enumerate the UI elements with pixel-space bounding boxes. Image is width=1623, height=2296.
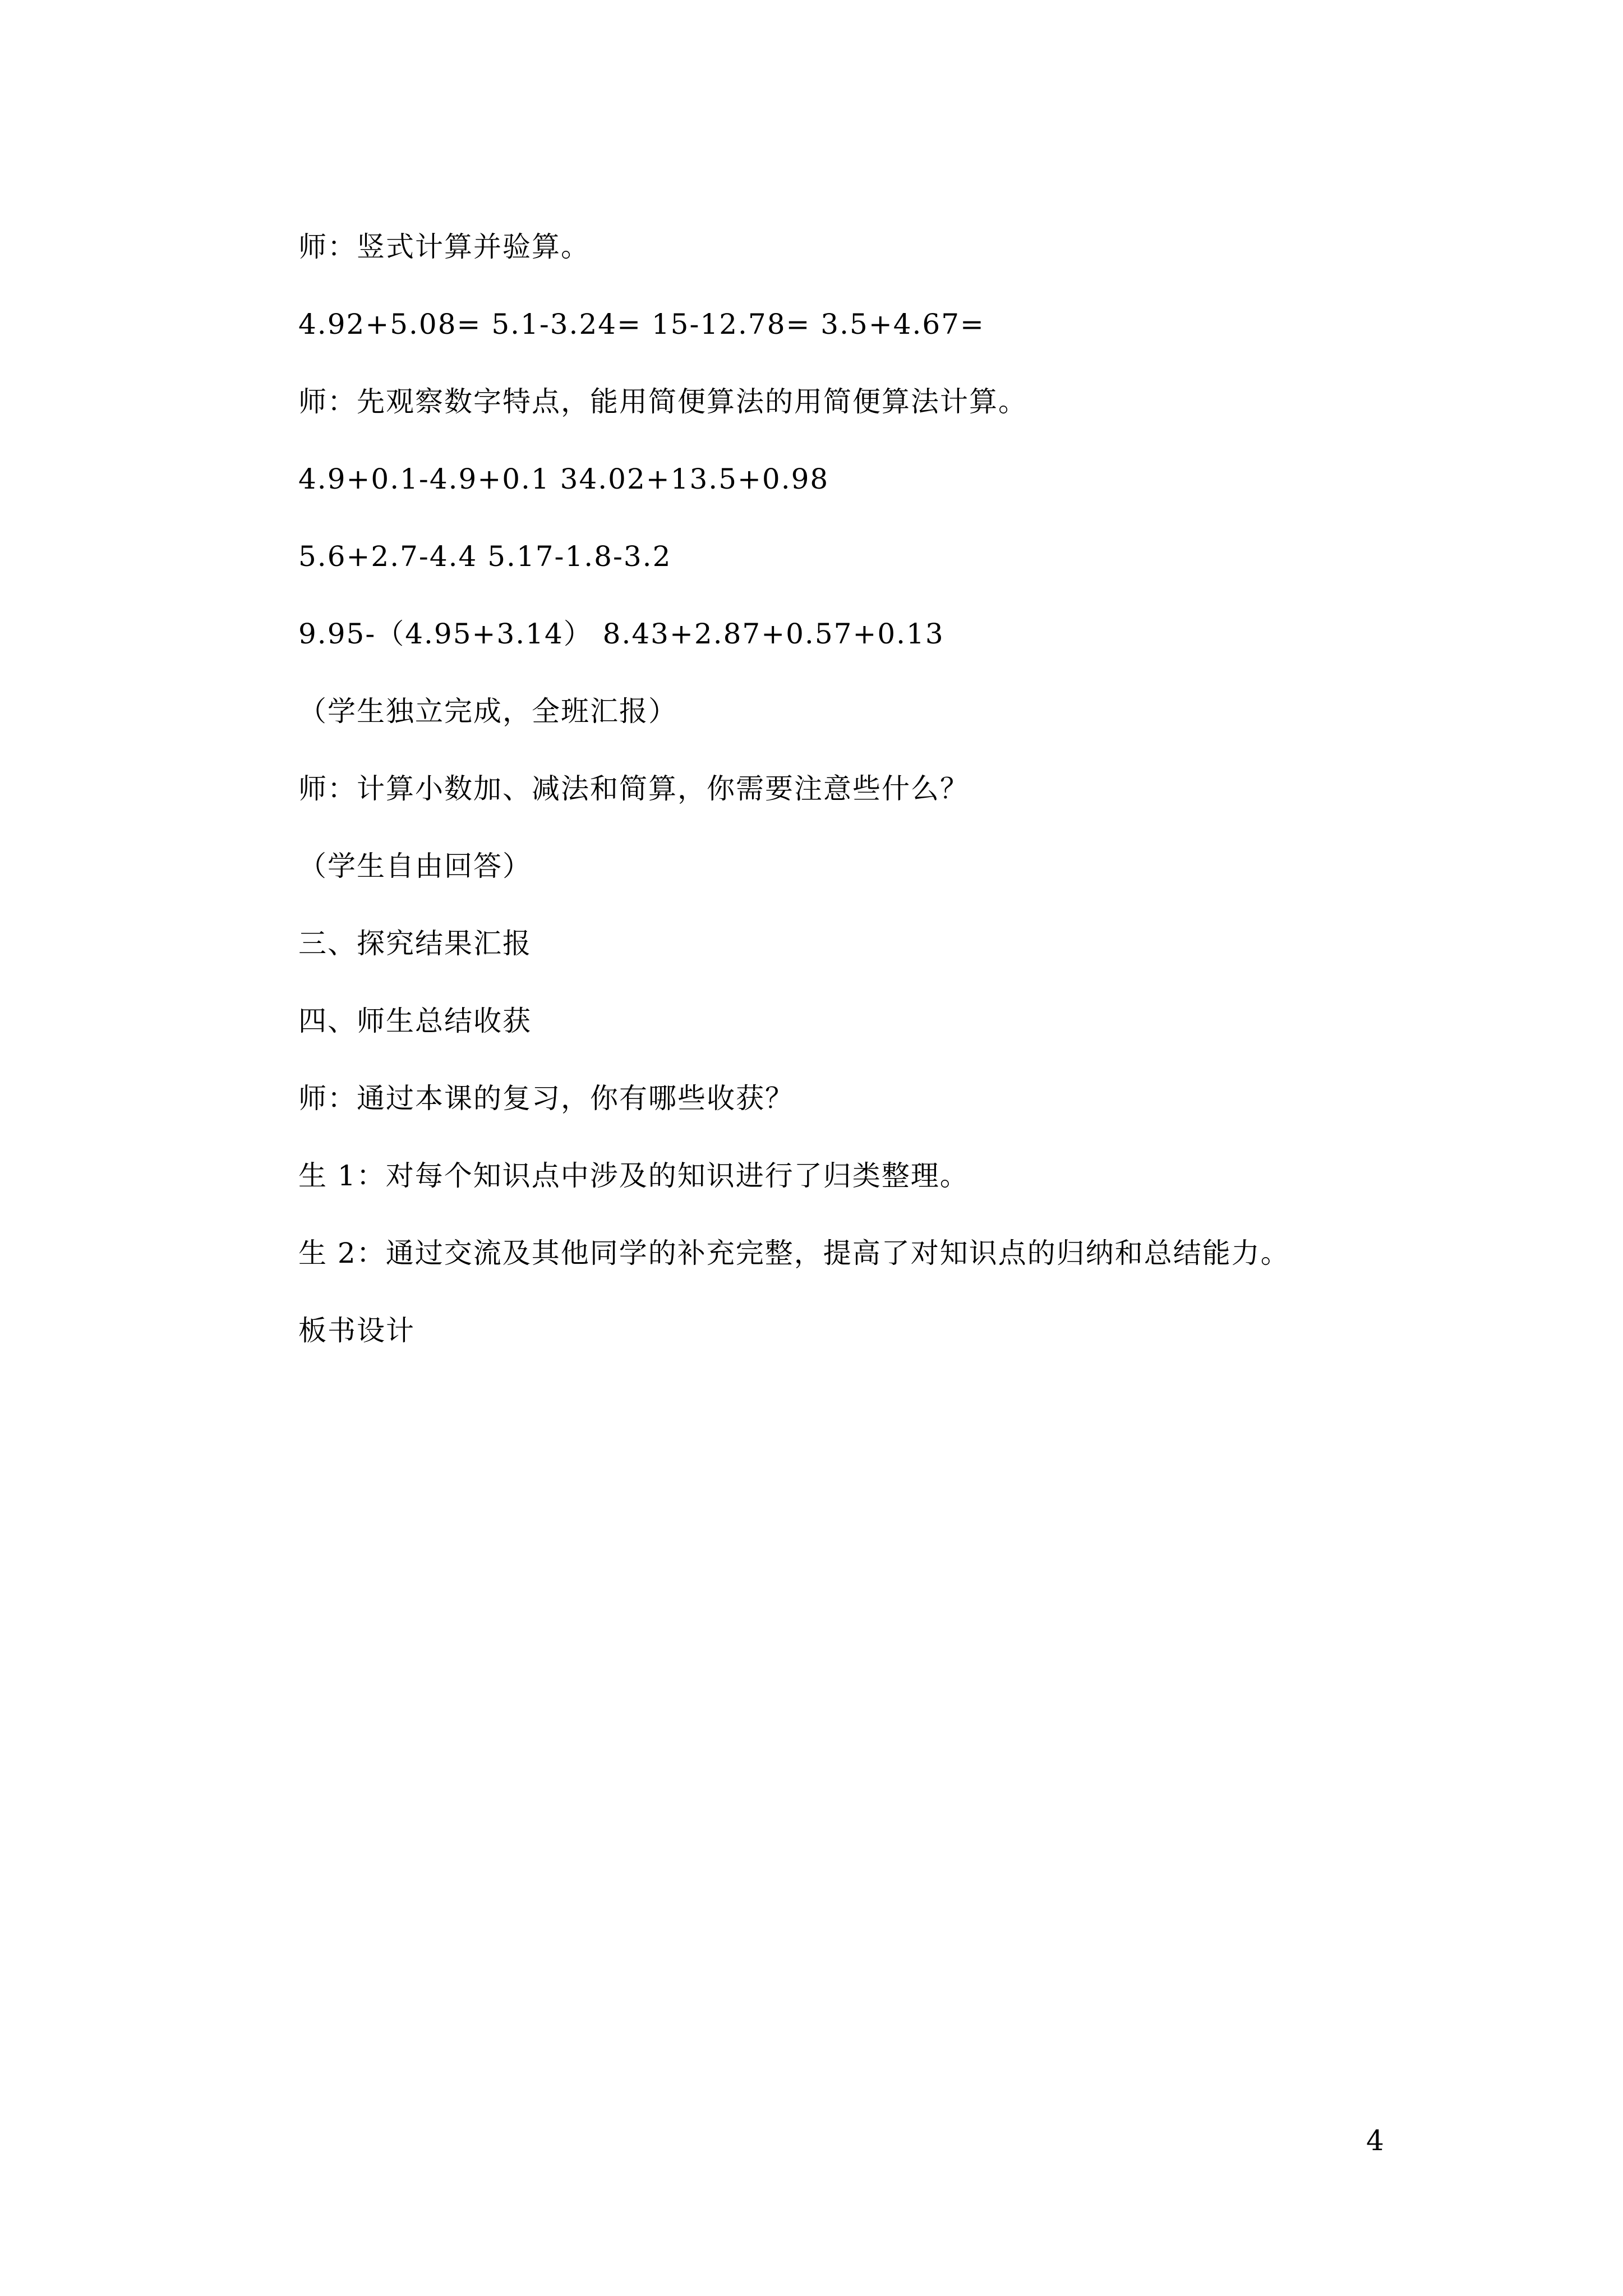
section-heading-3: 三、探究结果汇报	[298, 927, 532, 960]
student-answer-note: （学生自由回答）	[298, 850, 532, 882]
student-answer-2: 生 2：通过交流及其他同学的补充完整，提高了对知识点的归纳和总结能力。	[298, 1237, 1290, 1269]
section-heading-4: 四、师生总结收获	[298, 1005, 532, 1037]
exercise-line-1: 4.92+5.08= 5.1-3.24= 15-12.78= 3.5+4.67=	[298, 308, 985, 341]
exercise-line-2: 4.9+0.1-4.9+0.1 34.02+13.5+0.98	[298, 463, 829, 495]
page-number: 4	[1366, 2124, 1384, 2157]
teacher-instruction-simplify: 师：先观察数字特点，能用简便算法的用简便算法计算。	[298, 385, 1027, 418]
exercise-line-3: 5.6+2.7-4.4 5.17-1.8-3.2	[298, 540, 672, 573]
student-activity-note: （学生独立完成，全班汇报）	[298, 695, 677, 728]
board-design-heading: 板书设计	[298, 1314, 415, 1347]
teacher-question-attention: 师：计算小数加、减法和简算，你需要注意些什么？	[298, 772, 969, 805]
exercise-line-4: 9.95-（4.95+3.14） 8.43+2.87+0.57+0.13	[298, 618, 944, 650]
teacher-question-gains: 师：通过本课的复习，你有哪些收获？	[298, 1082, 794, 1115]
teacher-instruction-vertical-calc: 师：竖式计算并验算。	[298, 231, 590, 263]
student-answer-1: 生 1：对每个知识点中涉及的知识进行了归类整理。	[298, 1159, 969, 1192]
